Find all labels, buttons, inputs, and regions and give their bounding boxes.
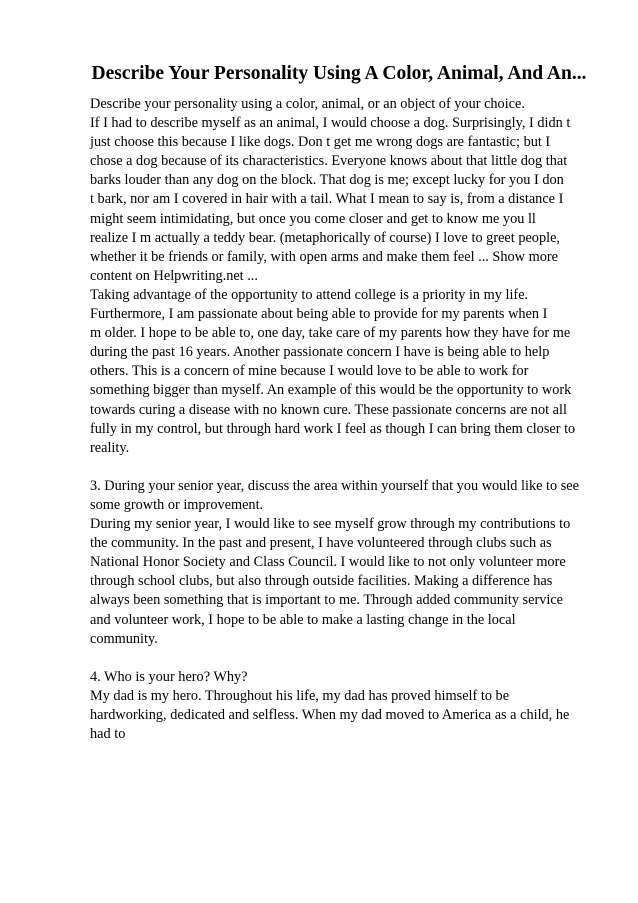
body-text-line: If I had to describe myself as an animal, I would choose a dog. Surprisingly, I didn t [90,115,571,132]
body-text-line: always been something that is important to me. Through added community service [90,592,564,609]
body-text-line: during the past 16 years. Another passionate concern I have is being able to help [90,344,550,361]
body-text-line: through school clubs, but also through outside facilities. Making a difference has [90,573,553,590]
body-text-line: Taking advantage of the opportunity to attend college is a priority in my life. [90,286,529,303]
body-text-line: reality. [90,439,130,456]
body-text-line: the community. In the past and present, I have volunteered through clubs such as [90,535,552,552]
body-text-line: something bigger than myself. An example of this would be the opportunity to work [90,382,572,399]
body-text-line: might seem intimidating, but once you come closer and get to know me you ll [90,210,536,227]
body-text-line: realize I m actually a teddy bear. (metaphorically of course) I love to greet people, [90,229,560,246]
body-text-line: National Honor Society and Class Council. I would like to not only volunteer more [90,554,566,571]
body-text-line: Describe your personality using a color, animal, or an object of your choice. [90,96,525,112]
body-text-line: m older. I hope to be able to, one day, take care of my parents how they have for me [90,325,571,342]
body-text-line: barks louder than any dog on the block. That dog is me; except lucky for you I don [90,172,564,189]
document-body [90,95,600,744]
paragraph-break [90,649,600,668]
body-text-line: fully in my control, but through hard work I feel as though I can bring them closer to [90,420,576,437]
body-text-line: just choose this because I like dogs. Don t get me wrong dogs are fantastic; but I [90,134,551,151]
body-text-line: Furthermore, I am passionate about being able to provide for my parents when I [90,306,548,323]
body-text-line: whether it be friends or family, with open arms and make them feel ... Show more [90,248,558,265]
body-text-line: content on Helpwriting.net ... [90,267,258,284]
body-text-line: 3. During your senior year, discuss the area within yourself that you would like to see [90,477,579,494]
body-text-line: hardworking, dedicated and selfless. When my dad moved to America as a child, he [90,707,570,723]
body-text-line: t bark, nor am I covered in hair with a tail. What I mean to say is, from a distance I [90,191,564,208]
body-text-line: others. This is a concern of mine because I would love to be able to work for [90,363,529,380]
body-text-line: some growth or improvement. [90,496,264,513]
document-title: Describe Your Personality Using A Color, Animal, And An... [91,63,587,84]
body-text-line: During my senior year, I would like to see myself grow through my contributions to [90,516,571,533]
body-text-line: community. [90,630,158,647]
body-text-line: had to [90,726,126,743]
body-text-line: and volunteer work, I hope to be able to make a lasting change in the local [90,611,516,628]
body-text-line: towards curing a disease with no known cure. These passionate concerns are not all [90,401,567,418]
body-text-line: My dad is my hero. Throughout his life, my dad has proved himself to be [90,687,510,704]
paragraph-break [90,458,600,477]
body-text-line: chose a dog because of its characteristics. Everyone knows about that little dog that [90,153,568,170]
body-text-line: 4. Who is your hero? Why? [90,668,248,685]
